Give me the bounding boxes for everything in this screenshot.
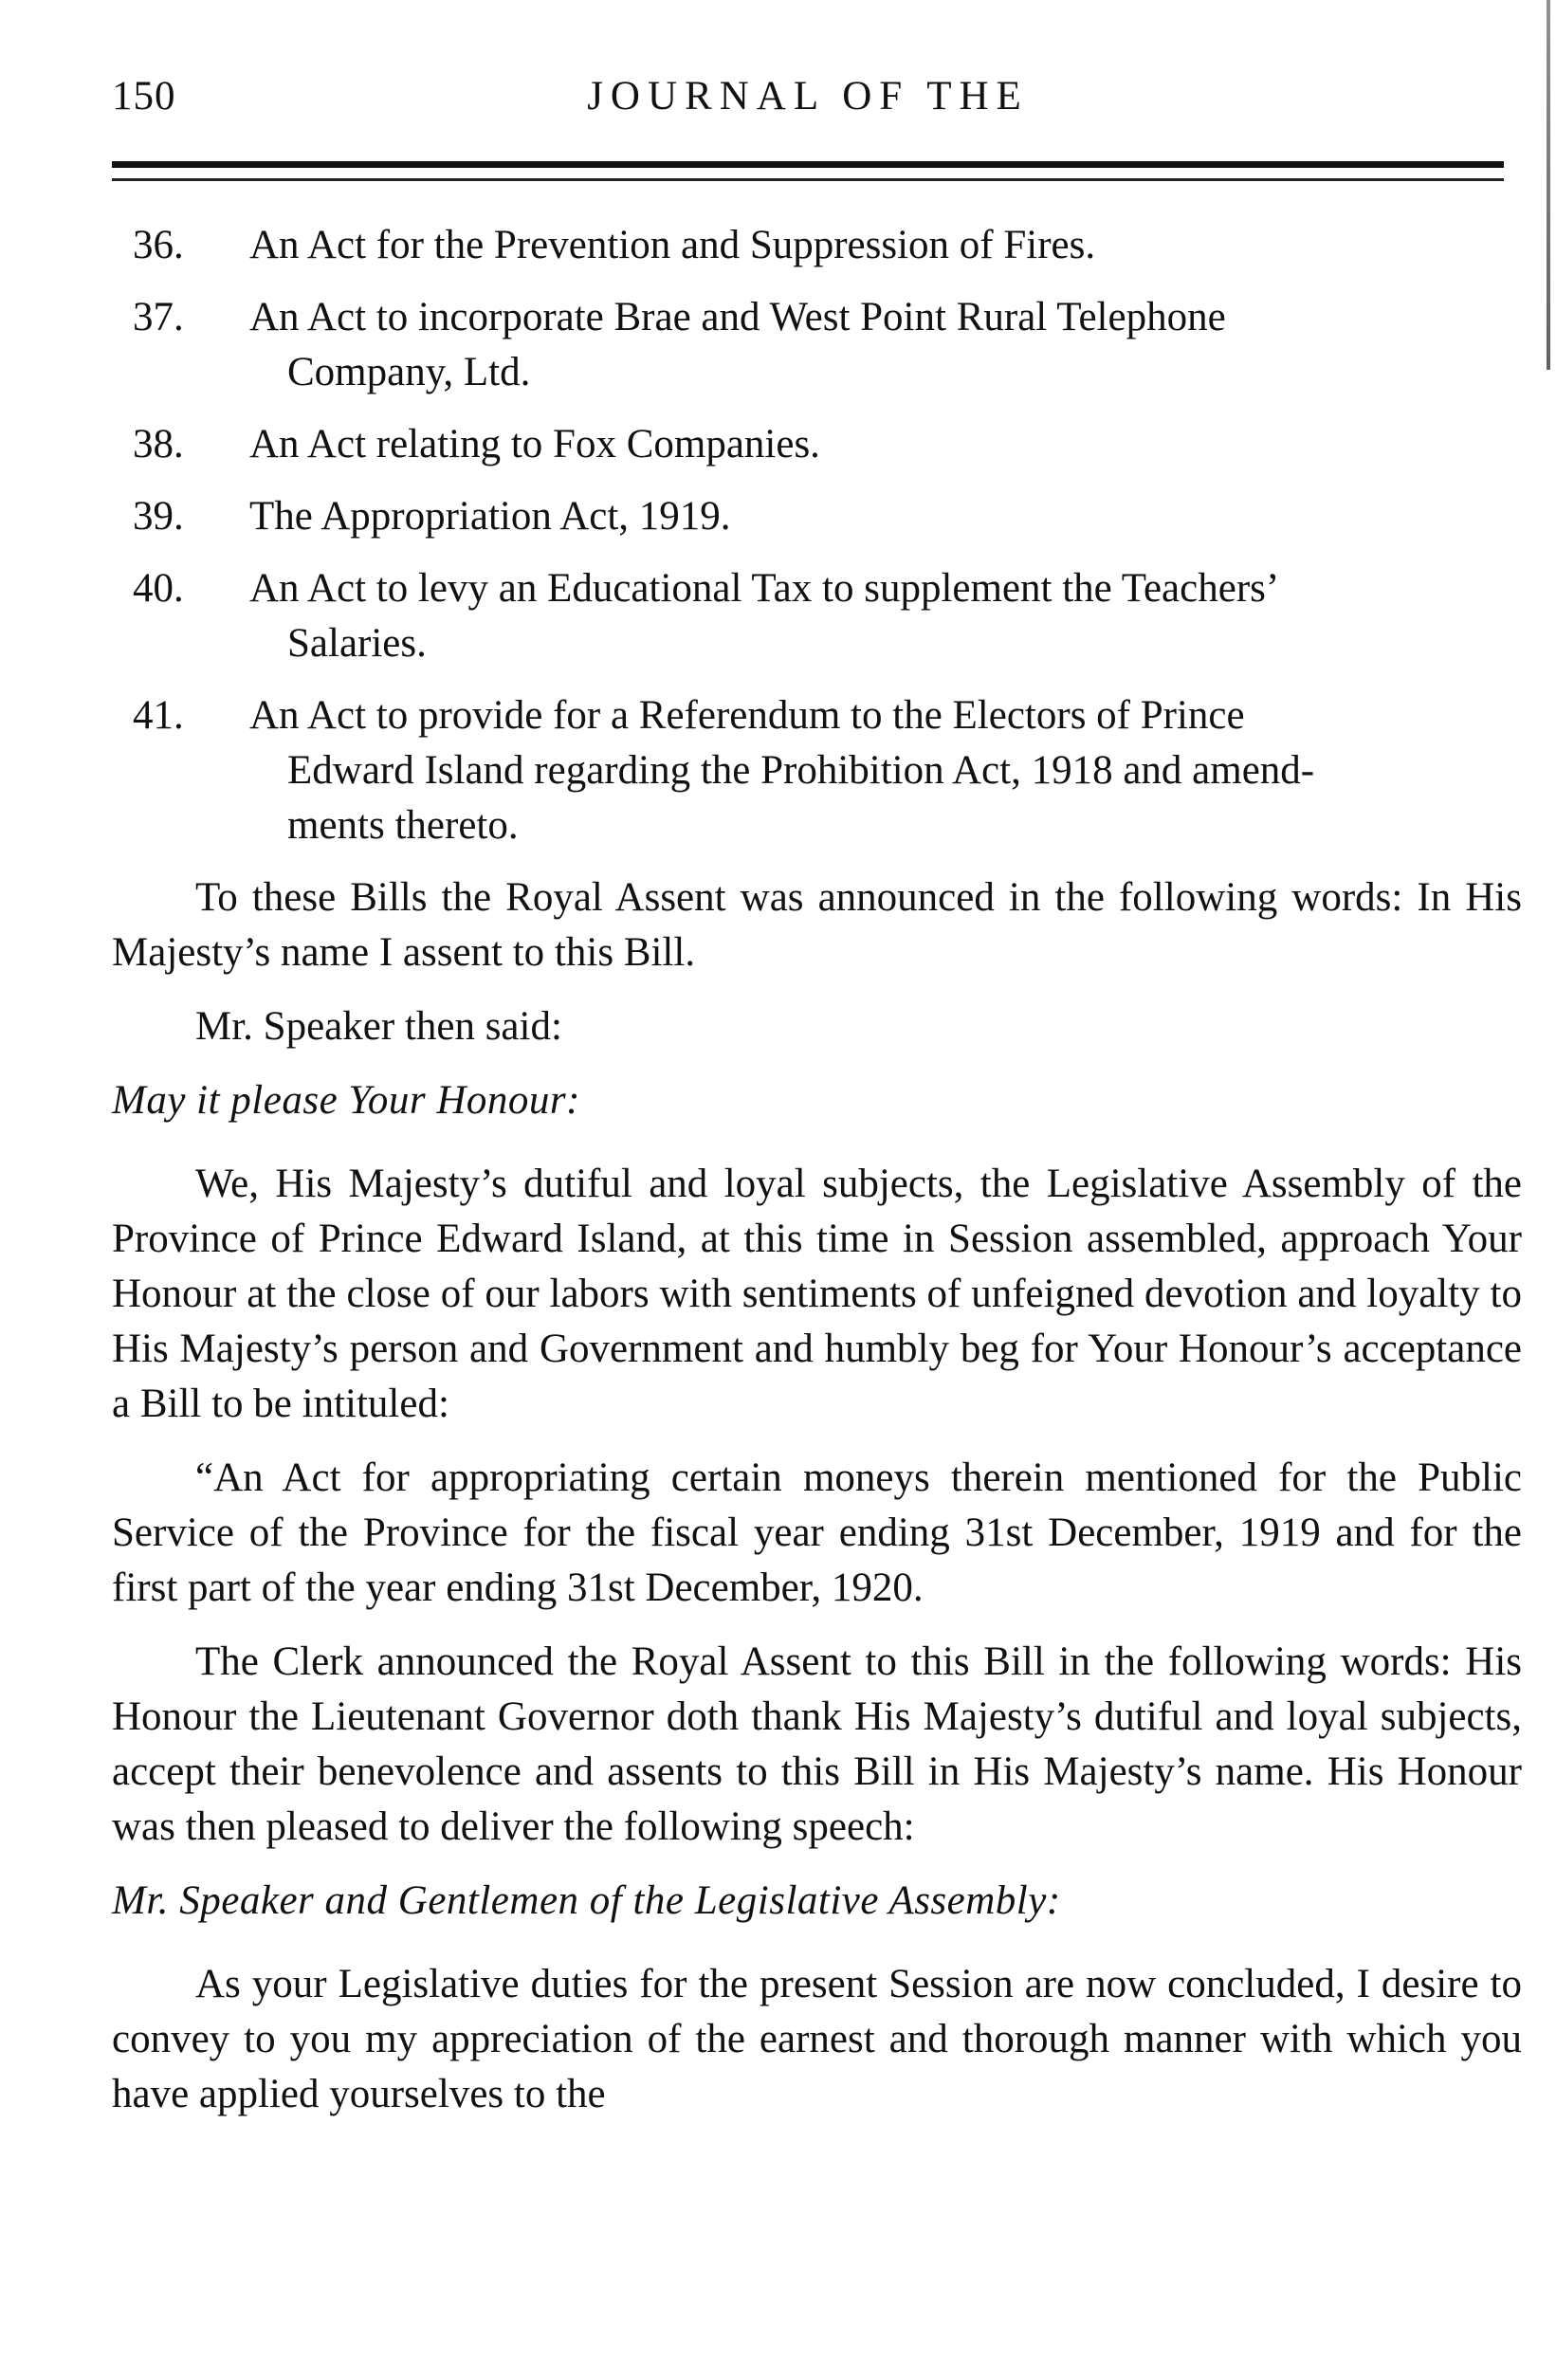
act-title xyxy=(249,561,1522,671)
act-number: 41. xyxy=(133,693,184,738)
act-item xyxy=(112,218,1522,273)
act-item xyxy=(112,417,1522,472)
act-item xyxy=(112,489,1522,544)
page-header xyxy=(112,74,1504,140)
act-number: 38. xyxy=(133,422,184,467)
running-head: JOURNAL OF THE xyxy=(587,74,1029,119)
page-number: 150 xyxy=(112,74,176,119)
bill-title-quote: “An Act for appropriating certain moneys therein mentioned for the Public Service of the Province for the fiscal year ending 31st December, 1919 and for the first part of the year ending 31st December, 1920. xyxy=(112,1455,1522,1610)
act-number: 36. xyxy=(133,223,184,267)
header-rule-thin xyxy=(112,178,1504,181)
act-title-line: An Act to levy an Educational Tax to supplement the Teachers’ xyxy=(249,566,1280,611)
royal-assent-paragraph: To these Bills the Royal Assent was announced in the following words: In His Majesty’s name I assent to this Bill. xyxy=(112,875,1522,975)
page-edge-shadow xyxy=(1547,0,1550,370)
act-title-continuation: Company, Ltd. xyxy=(287,350,531,394)
act-number: 39. xyxy=(133,494,184,539)
clerk-announcement: The Clerk announced the Royal Assent to this Bill in the following words: His Honour the Lieutenant Governor doth thank His Majesty’s dutiful and loyal subjects, accept their benevolence and assents to this Bill in His Majesty’s name. His Honour was then pleased to deliver the following speech: xyxy=(112,1639,1522,1849)
acts-list xyxy=(112,218,1522,853)
speech-heading: Mr. Speaker and Gentlemen of the Legislative Assembly: xyxy=(112,1878,1061,1923)
act-item xyxy=(112,561,1522,671)
speaker-statement: Mr. Speaker then said: xyxy=(195,1004,562,1049)
act-title-line: An Act to provide for a Referendum to the Electors of Prince xyxy=(249,693,1245,738)
act-title xyxy=(249,290,1522,400)
act-title-continuation: Edward Island regarding the Prohibition Act, 1918 and amend- xyxy=(287,748,1315,793)
act-number: 37. xyxy=(133,295,184,339)
speech-body: As your Legislative duties for the present Session are now concluded, I desire to convey to you my appreciation of the earnest and thorough manner with which you have applied yourselves to the xyxy=(112,1962,1522,2116)
page-content xyxy=(112,218,1522,2141)
act-item xyxy=(112,688,1522,853)
address-heading: May it please Your Honour: xyxy=(112,1078,580,1123)
act-title-line: An Act to incorporate Brae and West Point Rural Telephone xyxy=(249,295,1226,339)
act-title: An Act for the Prevention and Suppression of Fires. xyxy=(249,223,1096,267)
act-item xyxy=(112,290,1522,400)
act-title-continuation: ments thereto. xyxy=(287,803,519,848)
header-rule-thick xyxy=(112,161,1504,168)
act-title: The Appropriation Act, 1919. xyxy=(249,494,731,539)
address-body: We, His Majesty’s dutiful and loyal subjects, the Legislative Assembly of the Province of Prince Edward Island, at this time in Session assembled, approach Your Honour at the close of our labors with sentiments of unfeigned devotion and loyalty to His Majesty’s person and Government and humbly beg for Your Honour’s acceptance a Bill to be intituled: xyxy=(112,1162,1522,1426)
act-number: 40. xyxy=(133,566,184,611)
act-title-continuation: Salaries. xyxy=(287,621,427,666)
act-title: An Act relating to Fox Companies. xyxy=(249,422,820,467)
act-title xyxy=(249,688,1522,853)
